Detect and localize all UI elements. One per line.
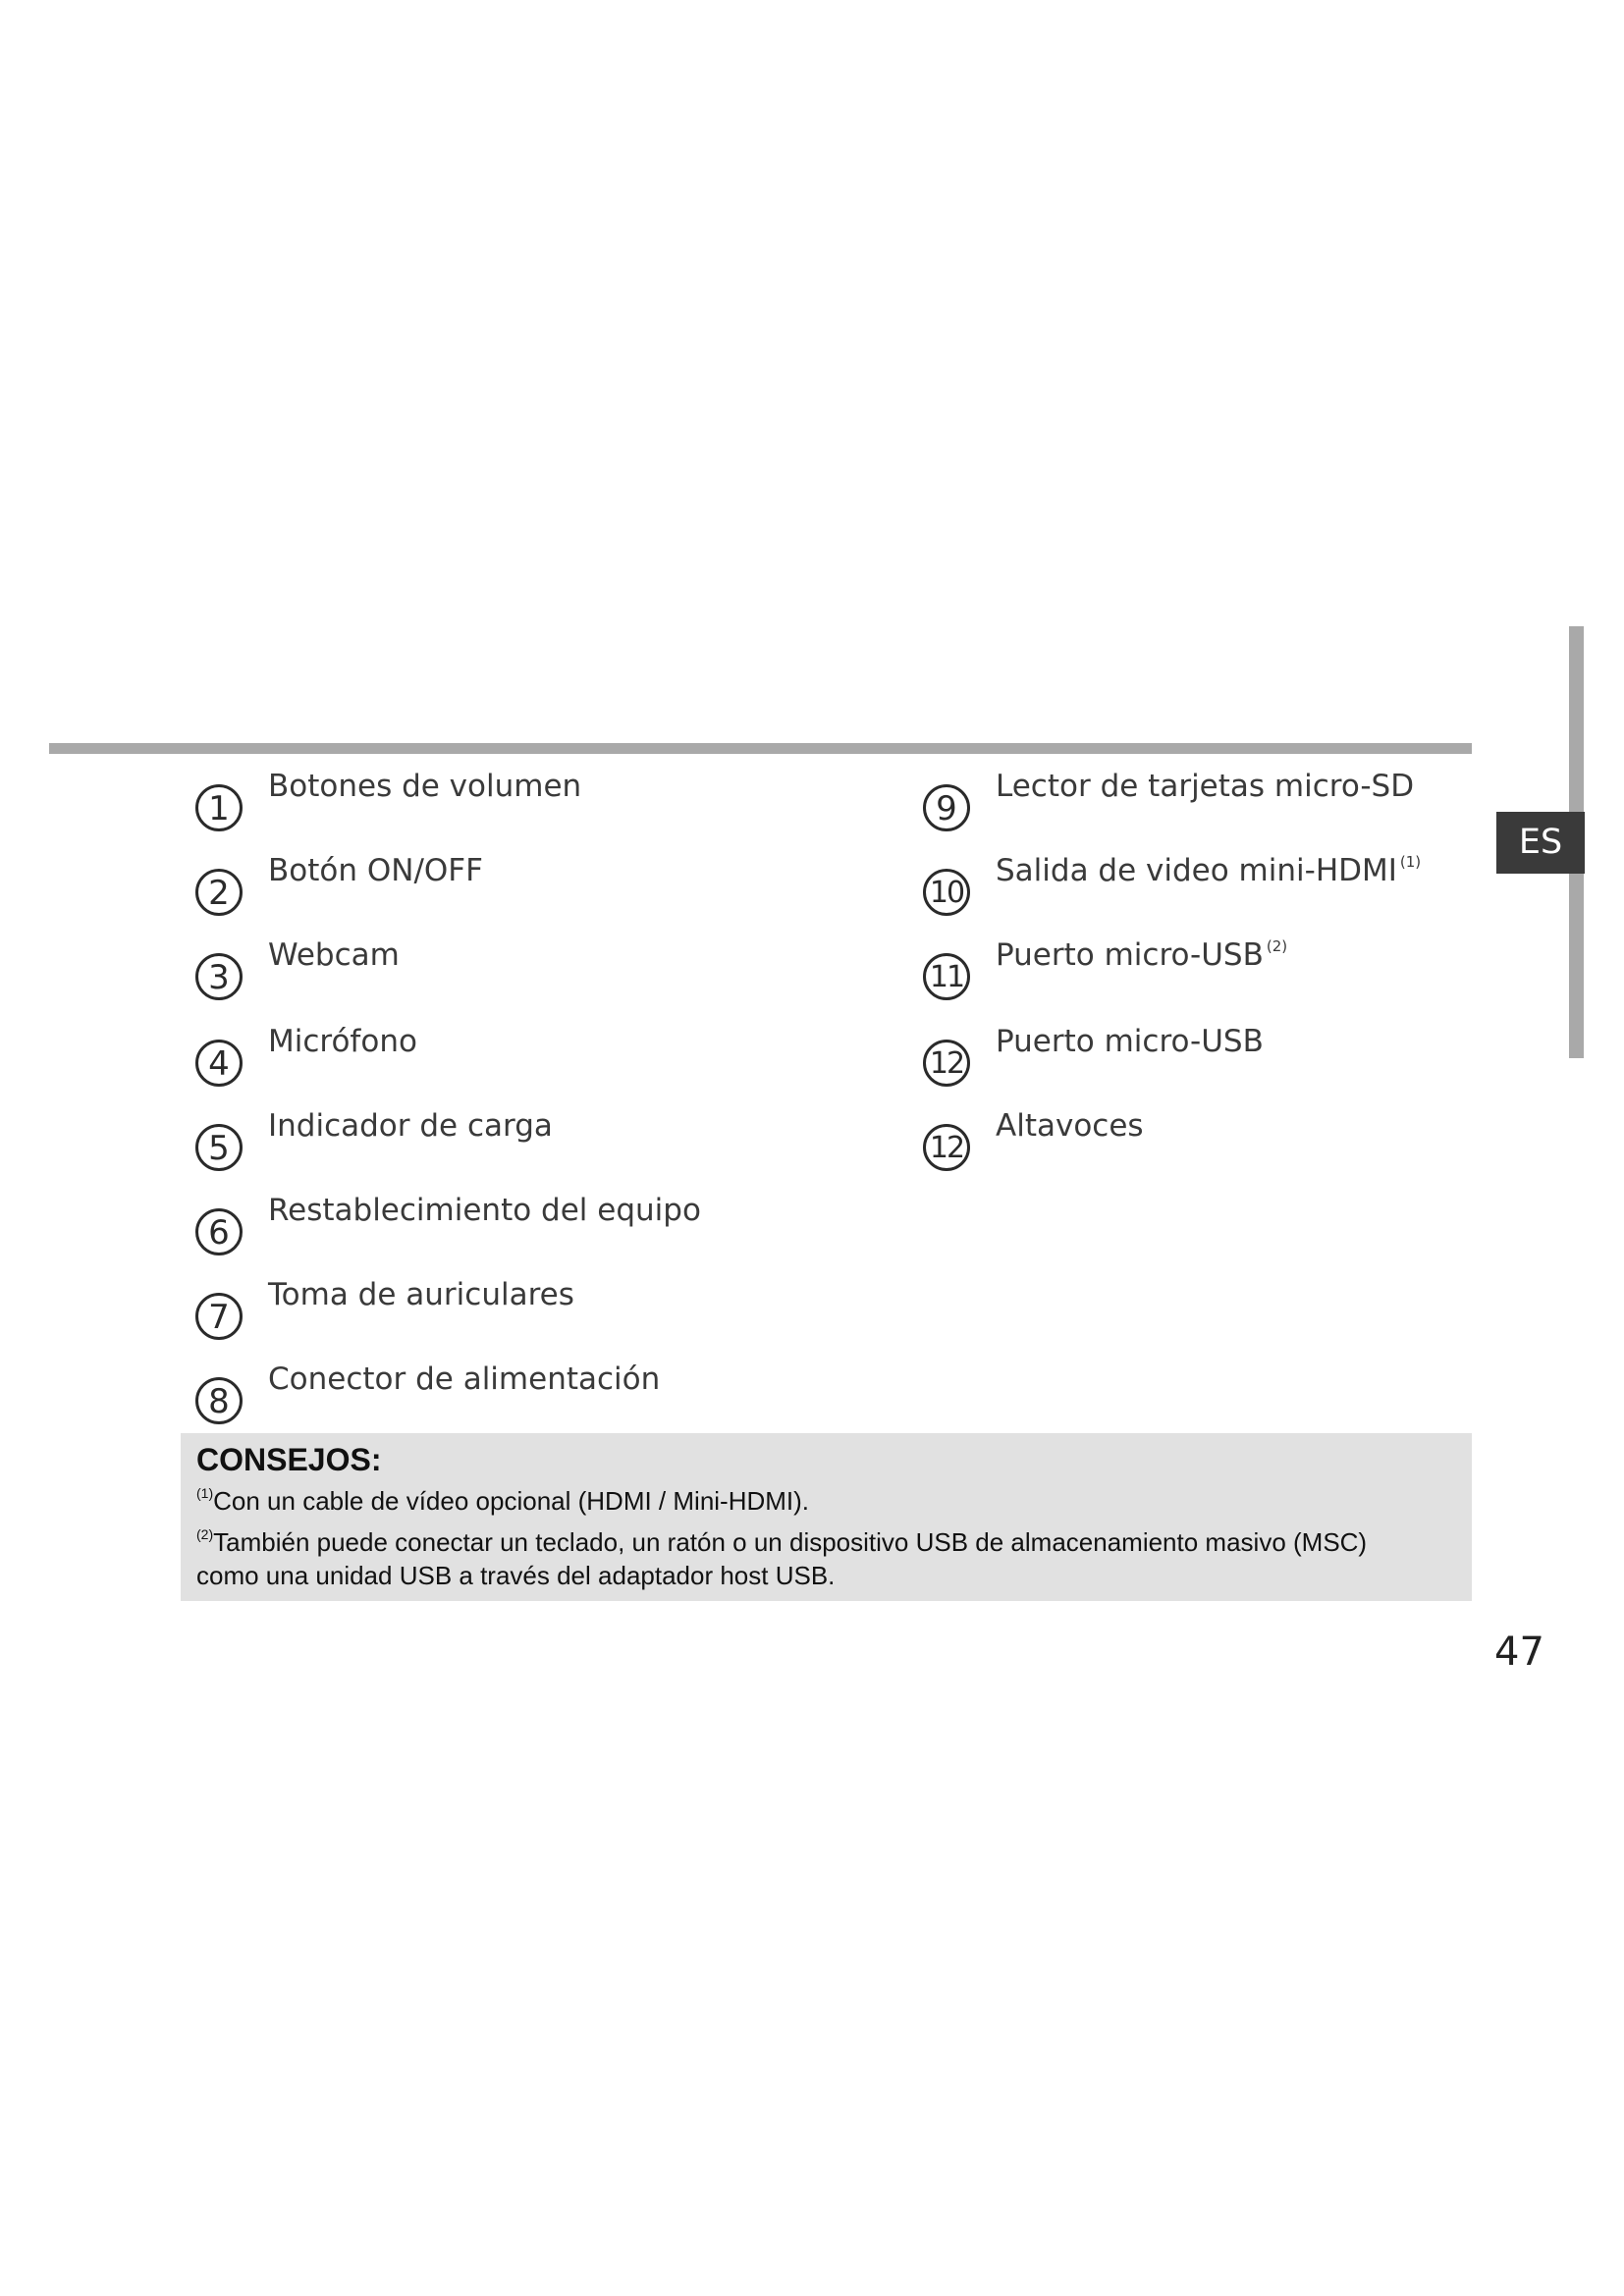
item-label: Indicador de carga (268, 1108, 553, 1144)
item-label: Conector de alimentación (268, 1362, 661, 1397)
number-circle-icon: 6 (195, 1208, 243, 1255)
footnote-marker: (1) (196, 1485, 214, 1501)
language-tab: ES (1496, 812, 1585, 874)
number-circle-icon: 11 (923, 953, 970, 1000)
item-label: Restablecimiento del equipo (268, 1193, 701, 1228)
number-circle-icon: 7 (195, 1293, 243, 1340)
number-circle-icon: 5 (195, 1124, 243, 1171)
number-circle-icon: 4 (195, 1040, 243, 1087)
item-label: Puerto micro-USB (996, 1024, 1264, 1059)
tips-title: CONSEJOS: (196, 1442, 382, 1477)
item-label: Toma de auriculares (268, 1277, 574, 1312)
tips-note-2-continued: como una unidad USB a través del adaptador host USB. (196, 1561, 836, 1590)
item-label: Micrófono (268, 1024, 417, 1059)
number-circle-icon: 1 (195, 784, 243, 831)
number-circle-icon: 3 (195, 953, 243, 1000)
number-circle-icon: 12 (923, 1040, 970, 1087)
footnote-marker: (2) (1266, 937, 1288, 955)
number-circle-icon: 12 (923, 1124, 970, 1171)
number-circle-icon: 10 (923, 869, 970, 916)
item-label: Puerto micro-USB $^{(2)}$ (996, 937, 1288, 973)
number-circle-icon: 2 (195, 869, 243, 916)
page-number: 47 (1494, 1629, 1544, 1675)
item-label: Webcam (268, 937, 400, 973)
item-label: Botón ON/OFF (268, 853, 483, 888)
item-label: Lector de tarjetas micro-SD (996, 769, 1415, 804)
number-circle-icon: 9 (923, 784, 970, 831)
tips-note-2: $^{(2)}$También puede conectar un teclado, un ratón o un dispositivo USB de almacenamiento masivo (MSC) (196, 1526, 1368, 1557)
footnote-marker: (2) (196, 1526, 214, 1542)
tips-note-1: $^{(1)}$Con un cable de vídeo opcional (HDMI / Mini-HDMI). (196, 1485, 810, 1516)
footnote-marker: (1) (1399, 853, 1422, 871)
item-label: Altavoces (996, 1108, 1144, 1144)
item-label: Salida de video mini-HDMI $^{(1)}$ (996, 853, 1422, 888)
number-circle-icon: 8 (195, 1377, 243, 1424)
tips-box (181, 1433, 1472, 1601)
top-divider (49, 743, 1472, 754)
item-label: Botones de volumen (268, 769, 582, 804)
